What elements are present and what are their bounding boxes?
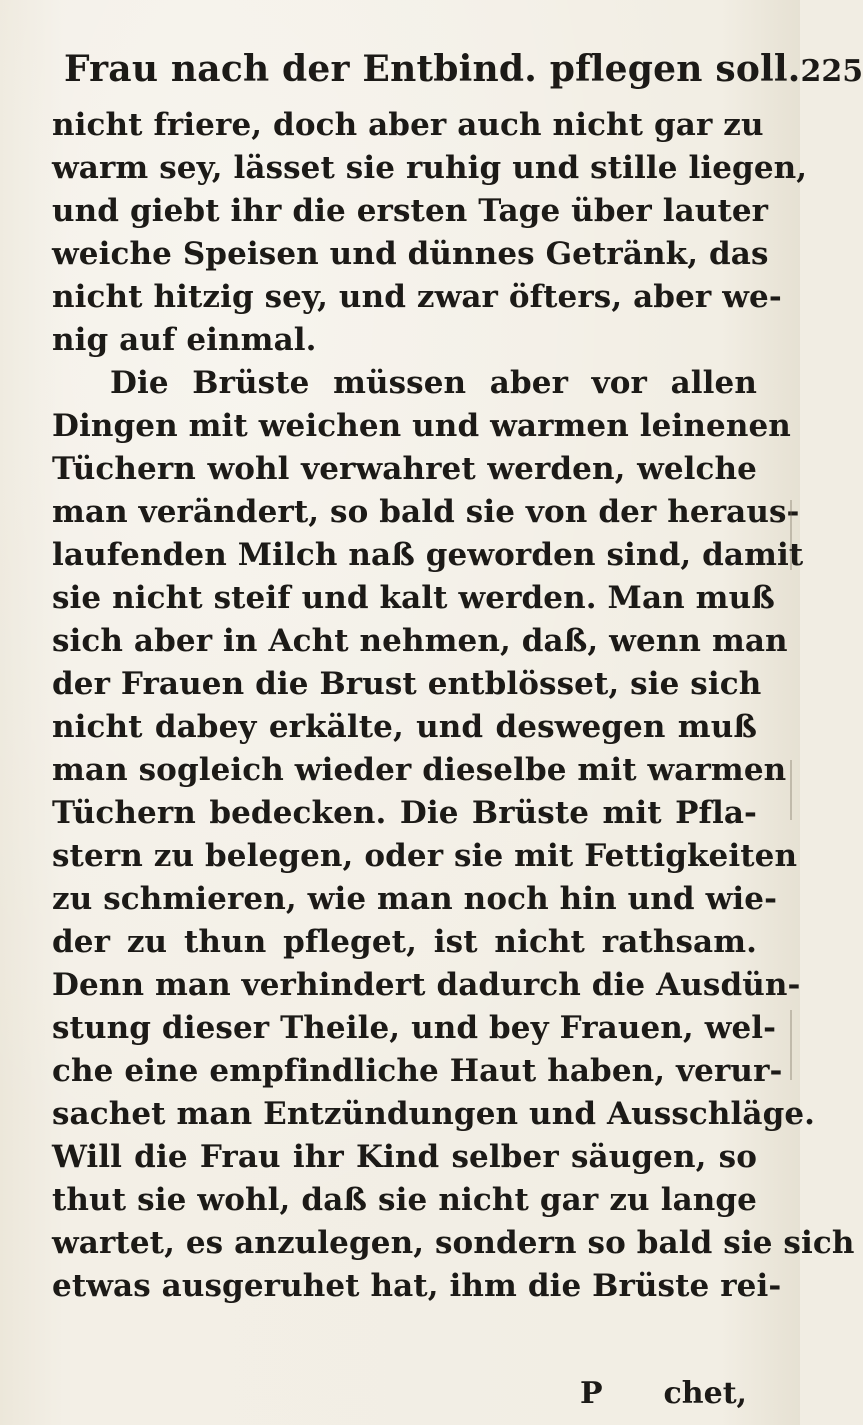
body-text [52, 104, 855, 1308]
page-edge-shadow [790, 760, 792, 820]
page-edge-shadow [790, 500, 792, 570]
text-line: man verändert, so bald sie von der heraus- [52, 494, 800, 530]
text-line: thut sie wohl, daß sie nicht gar zu lange [52, 1182, 757, 1218]
signature-mark: P [580, 1376, 603, 1411]
text-line: nicht hitzig sey, und zwar öfters, aber we- [52, 279, 782, 315]
catchword: chet, [663, 1376, 747, 1411]
text-line: nig auf einmal. [52, 322, 317, 358]
text-line: wartet, es anzulegen, sondern so bald sie sich [52, 1225, 855, 1261]
page-number: 225 [800, 54, 863, 89]
running-head: Frau nach der Entbind. pflegen soll. [64, 48, 801, 90]
text-line: Die Brüste müssen aber vor allen [110, 365, 757, 401]
text-line: Dingen mit weichen und warmen leinenen [52, 408, 791, 444]
page-header [64, 48, 863, 112]
text-line: zu schmieren, wie man noch hin und wie- [52, 881, 778, 917]
text-line: sachet man Entzündungen und Ausschläge. [52, 1096, 816, 1132]
text-line: Tüchern bedecken. Die Brüste mit Pfla- [52, 795, 757, 831]
text-line: weiche Speisen und dünnes Getränk, das [52, 236, 769, 272]
text-line: man sogleich wieder dieselbe mit warmen [52, 752, 787, 788]
text-line: sich aber in Acht nehmen, daß, wenn man [52, 623, 788, 659]
text-line: warm sey, lässet sie ruhig und stille liegen, [52, 150, 808, 186]
text-line: nicht friere, doch aber auch nicht gar zu [52, 107, 764, 143]
text-line: stung dieser Theile, und bey Frauen, wel- [52, 1010, 777, 1046]
text-line: der zu thun pfleget, ist nicht rathsam. [52, 924, 757, 960]
page-edge-shadow [790, 1010, 792, 1080]
text-line: laufenden Milch naß geworden sind, damit [52, 537, 804, 573]
text-line: sie nicht steif und kalt werden. Man muß [52, 580, 775, 616]
text-line: stern zu belegen, oder sie mit Fettigkeiten [52, 838, 798, 874]
page-footer [52, 1376, 757, 1420]
text-line: nicht dabey erkälte, und deswegen muß [52, 709, 757, 745]
text-line: etwas ausgeruhet hat, ihm die Brüste rei- [52, 1268, 782, 1304]
text-line: der Frauen die Brust entblösset, sie sich [52, 666, 762, 702]
text-line: Will die Frau ihr Kind selber säugen, so [52, 1139, 757, 1175]
text-line: Tüchern wohl verwahret werden, welche [52, 451, 757, 487]
text-line: Denn man verhindert dadurch die Ausdün- [52, 967, 801, 1003]
text-line: und giebt ihr die ersten Tage über lauter [52, 193, 769, 229]
text-line: che eine empfindliche Haut haben, verur- [52, 1053, 783, 1089]
